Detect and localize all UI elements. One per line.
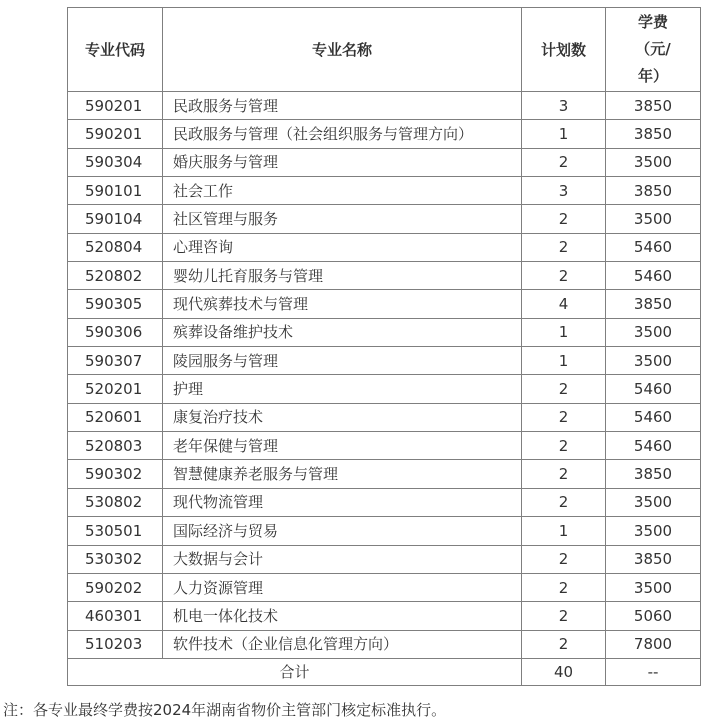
cell-name: 陵园服务与管理 [163, 347, 522, 375]
cell-fee: 3500 [606, 318, 701, 346]
cell-fee: 3500 [606, 205, 701, 233]
cell-plan: 2 [522, 233, 606, 261]
cell-name: 婚庆服务与管理 [163, 148, 522, 176]
cell-name: 现代殡葬技术与管理 [163, 290, 522, 318]
cell-fee: 5060 [606, 602, 701, 630]
cell-name: 社会工作 [163, 177, 522, 205]
cell-fee: 3850 [606, 545, 701, 573]
cell-code: 590101 [68, 177, 163, 205]
cell-name: 社区管理与服务 [163, 205, 522, 233]
cell-name: 民政服务与管理（社会组织服务与管理方向） [163, 120, 522, 148]
cell-code: 590202 [68, 573, 163, 601]
cell-fee: 5460 [606, 432, 701, 460]
cell-code: 590306 [68, 318, 163, 346]
cell-code: 460301 [68, 602, 163, 630]
header-plan: 计划数 [522, 8, 606, 92]
cell-code: 520802 [68, 262, 163, 290]
cell-plan: 1 [522, 347, 606, 375]
table-row [68, 318, 701, 346]
cell-plan: 2 [522, 630, 606, 658]
cell-code: 590201 [68, 120, 163, 148]
table-row [68, 517, 701, 545]
cell-code: 530302 [68, 545, 163, 573]
cell-fee: 5460 [606, 262, 701, 290]
table-row [68, 233, 701, 261]
total-fee: -- [606, 658, 701, 685]
cell-fee: 3850 [606, 120, 701, 148]
cell-plan: 1 [522, 517, 606, 545]
cell-name: 殡葬设备维护技术 [163, 318, 522, 346]
table-row [68, 148, 701, 176]
cell-name: 软件技术（企业信息化管理方向） [163, 630, 522, 658]
table-row [68, 403, 701, 431]
table-row [68, 602, 701, 630]
cell-plan: 2 [522, 573, 606, 601]
cell-code: 520601 [68, 403, 163, 431]
table-row [68, 177, 701, 205]
cell-plan: 2 [522, 545, 606, 573]
cell-fee: 3500 [606, 347, 701, 375]
cell-code: 590304 [68, 148, 163, 176]
table-row [68, 488, 701, 516]
cell-code: 520201 [68, 375, 163, 403]
cell-code: 530802 [68, 488, 163, 516]
cell-plan: 2 [522, 403, 606, 431]
cell-code: 520804 [68, 233, 163, 261]
cell-name: 心理咨询 [163, 233, 522, 261]
header-fee [606, 8, 701, 92]
cell-fee: 3500 [606, 517, 701, 545]
cell-fee: 7800 [606, 630, 701, 658]
header-fee-line3: 年） [637, 67, 668, 85]
table-row [68, 460, 701, 488]
cell-name: 现代物流管理 [163, 488, 522, 516]
cell-plan: 1 [522, 318, 606, 346]
table-row [68, 432, 701, 460]
cell-fee: 3850 [606, 92, 701, 120]
cell-plan: 2 [522, 460, 606, 488]
cell-code: 520803 [68, 432, 163, 460]
cell-plan: 3 [522, 92, 606, 120]
cell-name: 护理 [163, 375, 522, 403]
cell-fee: 5460 [606, 233, 701, 261]
table-row [68, 573, 701, 601]
footnote: 注：各专业最终学费按2024年湖南省物价主管部门核定标准执行。 [3, 701, 447, 719]
cell-fee: 3500 [606, 573, 701, 601]
cell-name: 国际经济与贸易 [163, 517, 522, 545]
cell-name: 民政服务与管理 [163, 92, 522, 120]
cell-plan: 2 [522, 375, 606, 403]
table-row [68, 262, 701, 290]
major-enrollment-table [67, 7, 701, 686]
header-code: 专业代码 [68, 8, 163, 92]
cell-name: 智慧健康养老服务与管理 [163, 460, 522, 488]
cell-code: 590104 [68, 205, 163, 233]
total-plan: 40 [522, 658, 606, 685]
table-row [68, 630, 701, 658]
cell-plan: 4 [522, 290, 606, 318]
cell-fee: 3500 [606, 148, 701, 176]
header-fee-line1: 学费 [637, 13, 668, 31]
cell-name: 人力资源管理 [163, 573, 522, 601]
cell-name: 婴幼儿托育服务与管理 [163, 262, 522, 290]
cell-plan: 2 [522, 602, 606, 630]
cell-name: 康复治疗技术 [163, 403, 522, 431]
cell-code: 590201 [68, 92, 163, 120]
table-row [68, 545, 701, 573]
header-fee-line2: （元/ [635, 40, 671, 58]
total-label: 合计 [68, 658, 522, 685]
cell-code: 590302 [68, 460, 163, 488]
cell-name: 机电一体化技术 [163, 602, 522, 630]
table-row [68, 290, 701, 318]
table-row [68, 347, 701, 375]
cell-plan: 1 [522, 120, 606, 148]
table-row [68, 120, 701, 148]
cell-code: 590305 [68, 290, 163, 318]
cell-fee: 5460 [606, 375, 701, 403]
cell-plan: 2 [522, 262, 606, 290]
header-name: 专业名称 [163, 8, 522, 92]
cell-code: 510203 [68, 630, 163, 658]
cell-name: 大数据与会计 [163, 545, 522, 573]
table-row [68, 92, 701, 120]
cell-fee: 3850 [606, 460, 701, 488]
cell-fee: 3850 [606, 177, 701, 205]
cell-code: 530501 [68, 517, 163, 545]
cell-plan: 2 [522, 148, 606, 176]
cell-code: 590307 [68, 347, 163, 375]
table-row [68, 205, 701, 233]
total-row [68, 658, 701, 685]
table-header-row [68, 8, 701, 92]
cell-plan: 3 [522, 177, 606, 205]
table-row [68, 375, 701, 403]
cell-fee: 3850 [606, 290, 701, 318]
cell-name: 老年保健与管理 [163, 432, 522, 460]
cell-fee: 5460 [606, 403, 701, 431]
cell-fee: 3500 [606, 488, 701, 516]
cell-plan: 2 [522, 432, 606, 460]
cell-plan: 2 [522, 488, 606, 516]
cell-plan: 2 [522, 205, 606, 233]
